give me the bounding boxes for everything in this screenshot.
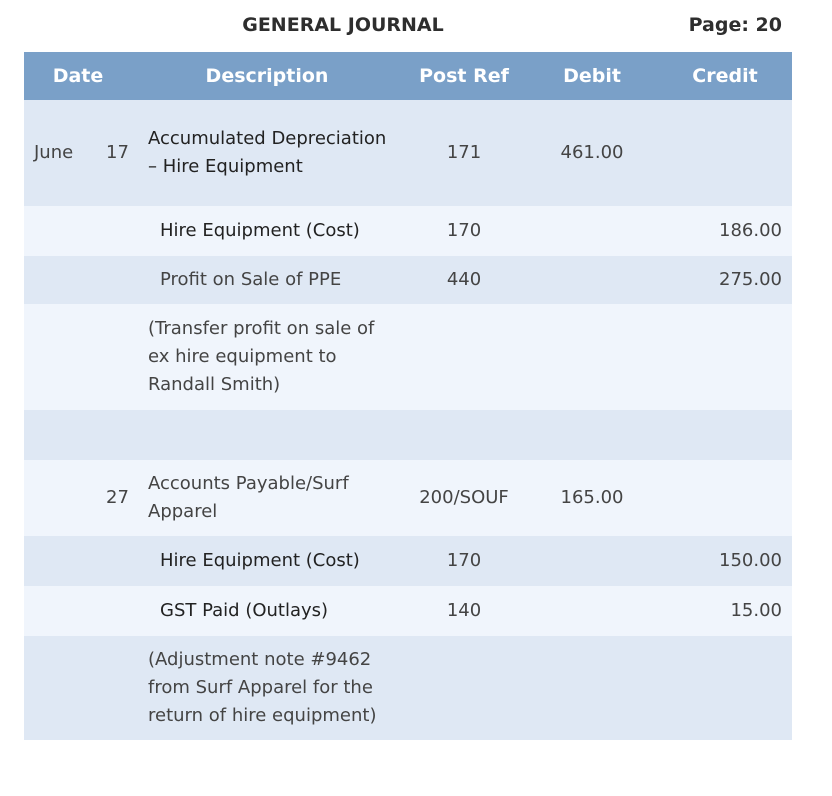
entry-post-ref: 171 — [402, 100, 526, 206]
entry-credit: 150.00 — [658, 536, 792, 586]
entry-description: Accounts Payable/Surf Apparel — [132, 460, 402, 536]
entry-description: Accumulated Depreciation – Hire Equipment — [132, 100, 402, 206]
entry-day — [98, 304, 132, 410]
entry-credit — [658, 410, 792, 460]
column-header-credit: Credit — [658, 52, 792, 100]
entry-post-ref — [402, 410, 526, 460]
table-row — [24, 304, 792, 410]
entry-debit — [526, 256, 658, 304]
journal-title: GENERAL JOURNAL — [242, 14, 444, 36]
table-row — [24, 410, 792, 460]
table-row — [24, 636, 792, 740]
entry-post-ref: 140 — [402, 586, 526, 636]
page-number: Page: 20 — [688, 14, 782, 36]
entry-month: June — [24, 100, 98, 206]
entry-month — [24, 586, 98, 636]
entry-description: GST Paid (Outlays) — [132, 586, 402, 636]
entry-month — [24, 536, 98, 586]
entry-post-ref: 200/SOUF — [402, 460, 526, 536]
entry-day — [98, 536, 132, 586]
entry-post-ref — [402, 304, 526, 410]
entry-day — [98, 206, 132, 256]
entry-credit — [658, 304, 792, 410]
entry-description: Hire Equipment (Cost) — [132, 536, 402, 586]
entry-month — [24, 636, 98, 740]
entry-description: Profit on Sale of PPE — [132, 256, 402, 304]
entry-post-ref: 170 — [402, 206, 526, 256]
entry-debit: 461.00 — [526, 100, 658, 206]
entry-month — [24, 410, 98, 460]
entry-credit — [658, 460, 792, 536]
entry-debit — [526, 206, 658, 256]
table-row — [24, 206, 792, 256]
entry-credit: 15.00 — [658, 586, 792, 636]
entry-narration: (Transfer profit on sale of ex hire equipment to Randall Smith) — [132, 304, 402, 410]
entry-credit — [658, 100, 792, 206]
table-row — [24, 100, 792, 206]
entry-post-ref: 170 — [402, 536, 526, 586]
entry-month — [24, 256, 98, 304]
entry-month — [24, 304, 98, 410]
entry-debit — [526, 536, 658, 586]
entry-day: 27 — [98, 460, 132, 536]
entry-debit — [526, 410, 658, 460]
entry-credit — [658, 636, 792, 740]
entry-debit — [526, 636, 658, 740]
entry-day — [98, 256, 132, 304]
entry-post-ref — [402, 636, 526, 740]
entry-debit — [526, 586, 658, 636]
entry-credit: 275.00 — [658, 256, 792, 304]
column-header-post-ref: Post Ref — [402, 52, 526, 100]
table-row — [24, 536, 792, 586]
table-row — [24, 256, 792, 304]
entry-debit: 165.00 — [526, 460, 658, 536]
table-row — [24, 586, 792, 636]
entry-narration: (Adjustment note #9462 from Surf Apparel for the return of hire equipment) — [132, 636, 402, 740]
entry-debit — [526, 304, 658, 410]
entry-day — [98, 410, 132, 460]
entry-day — [98, 636, 132, 740]
column-header-date: Date — [24, 52, 132, 100]
entry-post-ref: 440 — [402, 256, 526, 304]
table-row — [24, 460, 792, 536]
entry-description: Hire Equipment (Cost) — [132, 206, 402, 256]
entry-day — [98, 586, 132, 636]
column-header-description: Description — [132, 52, 402, 100]
entry-month — [24, 206, 98, 256]
table-header-row — [24, 52, 792, 100]
entry-credit: 186.00 — [658, 206, 792, 256]
entry-month — [24, 460, 98, 536]
entry-day: 17 — [98, 100, 132, 206]
journal-table — [24, 52, 792, 740]
column-header-debit: Debit — [526, 52, 658, 100]
entry-description — [132, 410, 402, 460]
